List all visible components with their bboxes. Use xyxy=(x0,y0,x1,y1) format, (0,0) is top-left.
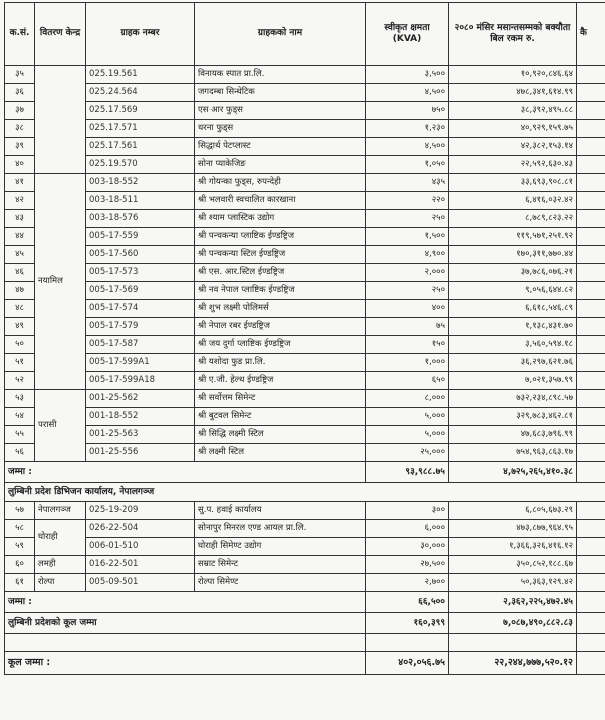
arrears-amount: ६,८०५,६७३.२९ xyxy=(449,502,577,520)
distribution-center: नेपालगञ्ज xyxy=(35,502,86,520)
arrears-amount: ७,०२१,३५७.९९ xyxy=(449,372,577,390)
extra-cell xyxy=(577,138,605,156)
serial-number: ५९ xyxy=(5,538,35,556)
serial-number: ४७ xyxy=(5,282,35,300)
customer-name: सम्राट सिमेन्ट xyxy=(195,556,366,574)
extra-cell xyxy=(577,444,605,462)
serial-number: ४१ xyxy=(5,174,35,192)
table-row xyxy=(5,574,605,592)
extra-cell xyxy=(577,264,605,282)
table-row xyxy=(5,138,605,156)
customer-number: 001-25-563 xyxy=(86,426,195,444)
customer-number: 005-17-573 xyxy=(86,264,195,282)
arrears-amount: ४७८,३४१,६१४.९९ xyxy=(449,84,577,102)
province-total-label: लुम्बिनी प्रदेशको कूल जम्मा xyxy=(5,613,366,634)
subtotal-amount: ४,७२५,२६५,४१०.३८ xyxy=(449,462,577,483)
blank-cell xyxy=(449,634,577,652)
customer-number: 003-18-576 xyxy=(86,210,195,228)
customer-name: श्री श्याम प्लास्टिक उद्योग xyxy=(195,210,366,228)
customer-number: 001-25-556 xyxy=(86,444,195,462)
serial-number: ३६ xyxy=(5,84,35,102)
arrears-amount: ६,४१६,०३२.४२ xyxy=(449,192,577,210)
subtotal-row-2 xyxy=(5,592,605,613)
arrears-amount: २२,५९२,६३०.४३ xyxy=(449,156,577,174)
extra-cell xyxy=(577,210,605,228)
customer-number: 003-18-552 xyxy=(86,174,195,192)
serial-number: ५७ xyxy=(5,502,35,520)
extra-cell xyxy=(577,538,605,556)
customer-number: 005-17-569 xyxy=(86,282,195,300)
extra-cell xyxy=(577,502,605,520)
serial-number: ५२ xyxy=(5,372,35,390)
customer-number: 001-25-562 xyxy=(86,390,195,408)
extra-cell xyxy=(577,282,605,300)
approved-capacity: ३,५०० xyxy=(366,66,449,84)
customer-number: 016-22-501 xyxy=(86,556,195,574)
grand-total-amount: २२,२४४,७७७,५२०.१२ xyxy=(449,652,577,675)
approved-capacity: २,००० xyxy=(366,264,449,282)
customer-name: श्री भलवारी स्वचालित कारखाना xyxy=(195,192,366,210)
header-capacity: स्वीकृत क्षमता (KVA) xyxy=(366,3,449,66)
serial-number: ५८ xyxy=(5,520,35,538)
customer-number: 003-18-511 xyxy=(86,192,195,210)
approved-capacity: २७,५०० xyxy=(366,556,449,574)
grand-total-extra xyxy=(577,652,605,675)
customer-number: 005-17-579 xyxy=(86,318,195,336)
extra-cell xyxy=(577,156,605,174)
serial-number: ४८ xyxy=(5,300,35,318)
subtotal-extra xyxy=(577,462,605,483)
approved-capacity: ४३५ xyxy=(366,174,449,192)
serial-number: ४४ xyxy=(5,228,35,246)
table-row xyxy=(5,210,605,228)
serial-number: ३९ xyxy=(5,138,35,156)
serial-number: ४२ xyxy=(5,192,35,210)
subtotal2-kva: ६६,५०० xyxy=(366,592,449,613)
serial-number: ४० xyxy=(5,156,35,174)
extra-cell xyxy=(577,246,605,264)
blank-cell xyxy=(5,634,366,652)
approved-capacity: १,५०० xyxy=(366,228,449,246)
customer-name: श्री सिद्धि लक्ष्मी स्टिल xyxy=(195,426,366,444)
serial-number: ३८ xyxy=(5,120,35,138)
blank-row xyxy=(5,634,605,652)
customer-name: धरना फुड्स xyxy=(195,120,366,138)
extra-cell xyxy=(577,408,605,426)
customer-number: 025-19-209 xyxy=(86,502,195,520)
approved-capacity: ४,५०० xyxy=(366,84,449,102)
arrears-amount: ८,७८९,८२३.२२ xyxy=(449,210,577,228)
extra-cell xyxy=(577,174,605,192)
approved-capacity: ८,००० xyxy=(366,390,449,408)
serial-number: ४९ xyxy=(5,318,35,336)
table-row xyxy=(5,318,605,336)
serial-number: ५० xyxy=(5,336,35,354)
header-bill: २०८० मंसिर मसान्तसम्मको बक्यौता बिल रकम रु. xyxy=(449,3,577,66)
grand-total-kva: ४०२,०५६.७५ xyxy=(366,652,449,675)
customer-name: श्री नेपाल रबर ईण्डष्ट्रिज xyxy=(195,318,366,336)
customer-number: 025.17.569 xyxy=(86,102,195,120)
customer-number: 025.17.561 xyxy=(86,138,195,156)
arrears-amount: ४२,३८२,१५३.१४ xyxy=(449,138,577,156)
arrears-amount: ३३,६९३,९०८.८१ xyxy=(449,174,577,192)
customer-number: 005-17-599A18 xyxy=(86,372,195,390)
province-total-row xyxy=(5,613,605,634)
table-row xyxy=(5,66,605,84)
customer-name: सोनापुर मिनरल एण्ड आयल प्रा.लि. xyxy=(195,520,366,538)
grand-total-row xyxy=(5,652,605,675)
table-row xyxy=(5,120,605,138)
arrears-amount: ७५४,९६३,८६३.१७ xyxy=(449,444,577,462)
table-row xyxy=(5,102,605,120)
extra-cell xyxy=(577,192,605,210)
approved-capacity: १,२३० xyxy=(366,120,449,138)
customer-name: विनायक स्पात प्रा.लि. xyxy=(195,66,366,84)
arrears-amount: ७३२,२३४,८९८.५७ xyxy=(449,390,577,408)
table-row xyxy=(5,228,605,246)
table-row xyxy=(5,336,605,354)
approved-capacity: ६५० xyxy=(366,372,449,390)
subtotal-label: जम्मा : xyxy=(5,462,366,483)
approved-capacity: १,००० xyxy=(366,354,449,372)
approved-capacity: ७५० xyxy=(366,102,449,120)
extra-cell xyxy=(577,372,605,390)
distribution-center xyxy=(35,66,86,174)
province-total-extra xyxy=(577,613,605,634)
customer-name: सु.प. हवाई कार्यालय xyxy=(195,502,366,520)
table-row xyxy=(5,444,605,462)
section-title: लुम्बिनी प्रदेश डिभिजन कार्यालय, नेपालगञ्ज xyxy=(5,483,605,502)
arrears-table xyxy=(4,2,605,675)
serial-number: ६० xyxy=(5,556,35,574)
approved-capacity: ३०० xyxy=(366,502,449,520)
table-row xyxy=(5,354,605,372)
customer-name: श्री यशोदा फुड प्रा.लि. xyxy=(195,354,366,372)
approved-capacity: ४,५०० xyxy=(366,138,449,156)
arrears-amount: ३८,३९२,४९५.८८ xyxy=(449,102,577,120)
province-total-amount: ७,०८७,४९०,८८२.८३ xyxy=(449,613,577,634)
group1-body xyxy=(5,66,605,462)
arrears-amount: ५०,३६३,१२९.४२ xyxy=(449,574,577,592)
header-center: वितरण केन्द्र xyxy=(35,3,86,66)
table-row xyxy=(5,538,605,556)
extra-cell xyxy=(577,84,605,102)
approved-capacity: १५० xyxy=(366,336,449,354)
customer-name: श्री लक्ष्मी स्टिल xyxy=(195,444,366,462)
arrears-amount: ३६,२९७,६२१.७६ xyxy=(449,354,577,372)
customer-name: श्री ए.जी. हेल्थ ईण्डष्ट्रिज xyxy=(195,372,366,390)
customer-name: घोराही सिमेण्ट उद्योग xyxy=(195,538,366,556)
arrears-amount: ३२९,७८३,४६२.८१ xyxy=(449,408,577,426)
customer-name: श्री नव नेपाल प्लाष्टिक ईण्डष्ट्रिज xyxy=(195,282,366,300)
arrears-amount: १,१३८,४३१.७० xyxy=(449,318,577,336)
customer-name: श्री पन्चकन्या स्टिल ईण्डष्ट्रिज xyxy=(195,246,366,264)
serial-number: ५६ xyxy=(5,444,35,462)
approved-capacity: ४,९०० xyxy=(366,246,449,264)
table-row xyxy=(5,282,605,300)
approved-capacity: ५,००० xyxy=(366,426,449,444)
serial-number: ४३ xyxy=(5,210,35,228)
customer-number: 005-09-501 xyxy=(86,574,195,592)
table-row xyxy=(5,246,605,264)
table-row xyxy=(5,300,605,318)
extra-cell xyxy=(577,66,605,84)
approved-capacity: १,०५० xyxy=(366,156,449,174)
table-row xyxy=(5,426,605,444)
serial-number: ४५ xyxy=(5,246,35,264)
header-customer-no: ग्राहक नम्बर xyxy=(86,3,195,66)
table-row xyxy=(5,372,605,390)
extra-cell xyxy=(577,426,605,444)
arrears-amount: ४७,६८३,७९६.९९ xyxy=(449,426,577,444)
customer-number: 005-17-559 xyxy=(86,228,195,246)
arrears-amount: १०,९२०,८४६.६४ xyxy=(449,66,577,84)
customer-number: 006-01-510 xyxy=(86,538,195,556)
approved-capacity: ४०० xyxy=(366,300,449,318)
header-customer-name: ग्राहकको नाम xyxy=(195,3,366,66)
serial-number: ५४ xyxy=(5,408,35,426)
serial-number: ६१ xyxy=(5,574,35,592)
customer-number: 005-17-574 xyxy=(86,300,195,318)
arrears-amount: ३,५६०,५९४.१८ xyxy=(449,336,577,354)
table-row xyxy=(5,192,605,210)
customer-number: 025.19.561 xyxy=(86,66,195,84)
totals-body xyxy=(5,592,605,675)
distribution-center: नयामिल xyxy=(35,174,86,390)
serial-number: ३५ xyxy=(5,66,35,84)
customer-number: 025.24.564 xyxy=(86,84,195,102)
customer-number: 005-17-599A1 xyxy=(86,354,195,372)
customer-number: 005-17-560 xyxy=(86,246,195,264)
grand-total-label: कूल जम्मा : xyxy=(5,652,366,675)
distribution-center: परासी xyxy=(35,390,86,462)
extra-cell xyxy=(577,102,605,120)
extra-cell xyxy=(577,228,605,246)
serial-number: ५५ xyxy=(5,426,35,444)
customer-name: रोल्पा सिमेण्ट xyxy=(195,574,366,592)
extra-cell xyxy=(577,120,605,138)
table-row xyxy=(5,84,605,102)
distribution-center: लमही xyxy=(35,556,86,574)
subtotal2-amount: २,३६२,२२५,४७२.४५ xyxy=(449,592,577,613)
approved-capacity: ७५ xyxy=(366,318,449,336)
customer-number: 025.19.570 xyxy=(86,156,195,174)
extra-cell xyxy=(577,574,605,592)
approved-capacity: २५० xyxy=(366,210,449,228)
table-row xyxy=(5,390,605,408)
subtotal-row xyxy=(5,462,605,483)
table-row xyxy=(5,502,605,520)
customer-name: सिद्धार्थ पेटप्लास्ट xyxy=(195,138,366,156)
customer-name: श्री जय दुर्गा प्लाष्टिक ईण्डष्ट्रिज xyxy=(195,336,366,354)
blank-cell xyxy=(577,634,605,652)
arrears-amount: १,३६६,३२६,४१६.१२ xyxy=(449,538,577,556)
distribution-center: रोल्पा xyxy=(35,574,86,592)
approved-capacity: २५० xyxy=(366,282,449,300)
distribution-center: घोराही xyxy=(35,520,86,556)
approved-capacity: २,७०० xyxy=(366,574,449,592)
arrears-amount: ११९,५७१,२५१.९२ xyxy=(449,228,577,246)
table-row xyxy=(5,556,605,574)
customer-name: श्री शुभ लक्ष्मी पोलिमर्स xyxy=(195,300,366,318)
subtotal1-body xyxy=(5,462,605,502)
customer-name: श्री गोयन्का फुड्स, रुपन्देही xyxy=(195,174,366,192)
header-sn: क.सं. xyxy=(5,3,35,66)
customer-name: एस आर फुड्स xyxy=(195,102,366,120)
approved-capacity: २५,००० xyxy=(366,444,449,462)
table-row xyxy=(5,408,605,426)
approved-capacity: २२० xyxy=(366,192,449,210)
header-row xyxy=(5,3,605,66)
customer-name: सोना प्याकेजिङ xyxy=(195,156,366,174)
approved-capacity: ६,००० xyxy=(366,520,449,538)
customer-name: श्री पन्चकन्या प्लाष्टिक ईण्डष्ट्रिज xyxy=(195,228,366,246)
group2-body xyxy=(5,502,605,592)
serial-number: ५३ xyxy=(5,390,35,408)
table-row xyxy=(5,174,605,192)
extra-cell xyxy=(577,318,605,336)
approved-capacity: ३०,००० xyxy=(366,538,449,556)
table-row xyxy=(5,520,605,538)
serial-number: ४६ xyxy=(5,264,35,282)
subtotal2-label: जम्मा : xyxy=(5,592,366,613)
extra-cell xyxy=(577,354,605,372)
customer-name: जगदम्बा सिन्थेटिक xyxy=(195,84,366,102)
arrears-amount: ९,०५६,६४४.८२ xyxy=(449,282,577,300)
arrears-amount: ६,६१८,५४६.८९ xyxy=(449,300,577,318)
customer-number: 001-18-552 xyxy=(86,408,195,426)
header-extra: कै xyxy=(577,3,605,66)
customer-name: श्री बुटवल सिमेन्ट xyxy=(195,408,366,426)
extra-cell xyxy=(577,556,605,574)
table-row xyxy=(5,264,605,282)
arrears-amount: ४०,९२९,१५९.७५ xyxy=(449,120,577,138)
serial-number: ५१ xyxy=(5,354,35,372)
arrears-amount: १७०,३११,७७०.४४ xyxy=(449,246,577,264)
approved-capacity: ५,००० xyxy=(366,408,449,426)
province-total-kva: १६०,३९९ xyxy=(366,613,449,634)
subtotal2-extra xyxy=(577,592,605,613)
blank-cell xyxy=(366,634,449,652)
table-row xyxy=(5,156,605,174)
arrears-amount: ३५०,८५२,१८८.६७ xyxy=(449,556,577,574)
extra-cell xyxy=(577,520,605,538)
serial-number: ३७ xyxy=(5,102,35,120)
arrears-amount: ३७,७८६,०७६.२१ xyxy=(449,264,577,282)
customer-number: 026-22-504 xyxy=(86,520,195,538)
extra-cell xyxy=(577,336,605,354)
arrears-amount: ४७३,८७७,९६४.९५ xyxy=(449,520,577,538)
customer-name: श्री एस. आर.स्टिल ईण्डष्ट्रिज xyxy=(195,264,366,282)
customer-name: श्री सर्वोत्तम सिमेन्ट xyxy=(195,390,366,408)
customer-number: 025.17.571 xyxy=(86,120,195,138)
subtotal-kva: ९३,९८८.७५ xyxy=(366,462,449,483)
extra-cell xyxy=(577,390,605,408)
extra-cell xyxy=(577,300,605,318)
section-row xyxy=(5,483,605,502)
customer-number: 005-17-587 xyxy=(86,336,195,354)
